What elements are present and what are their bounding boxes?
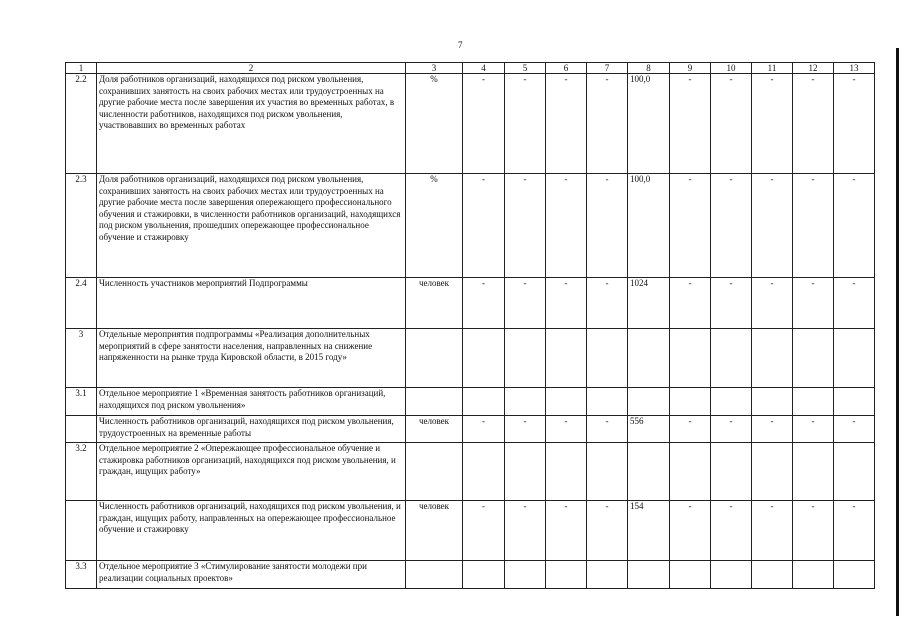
value-cell: [587, 561, 628, 589]
value-cell: -: [711, 278, 752, 329]
value-cell: -: [834, 174, 875, 278]
value-cell: -: [463, 416, 505, 443]
row-number: [66, 501, 97, 561]
header-cell: 8: [628, 63, 670, 74]
value-cell: [463, 329, 505, 388]
value-cell: [463, 561, 505, 589]
header-cell: 9: [670, 63, 711, 74]
value-cell: [793, 561, 834, 589]
value-cell: -: [463, 74, 505, 174]
unit-cell: %: [406, 174, 463, 278]
table-row: [66, 388, 875, 416]
page-number: 7: [458, 40, 463, 50]
value-cell: [587, 443, 628, 501]
indicator-name: Отдельное мероприятие 3 «Стимулирование занятости молодежи при реализации социальных проектов»: [97, 561, 406, 589]
value-cell: 100,0: [628, 174, 670, 278]
value-cell: -: [670, 174, 711, 278]
value-cell: 100,0: [628, 74, 670, 174]
value-cell: -: [546, 174, 587, 278]
unit-cell: %: [406, 74, 463, 174]
value-cell: [505, 388, 546, 416]
table-row: [66, 501, 875, 561]
value-cell: [505, 443, 546, 501]
value-cell: [587, 388, 628, 416]
indicator-name: Отдельные мероприятия подпрограммы «Реализация дополнительных мероприятий в сфере занятости населения, направленных на снижение напряженности на рынке труда Кировской области, в 2015 году»: [97, 329, 406, 388]
table-row: [66, 416, 875, 443]
value-cell: [628, 443, 670, 501]
unit-cell: [406, 329, 463, 388]
value-cell: [505, 329, 546, 388]
value-cell: -: [463, 501, 505, 561]
table-row: [66, 174, 875, 278]
row-number: 2.2: [66, 74, 97, 174]
indicator-name: Численность работников организаций, находящихся под риском увольнения, и граждан, ищущих работу, направленных на опережающее профессиональное обучение и стажировку: [97, 501, 406, 561]
indicator-name: Доля работников организаций, находящихся под риском увольнения, сохранивших занятость на своих рабочих местах или трудоустроенных на другие рабочие места после завершения опережающего профессионального обучения и стажировки, в численности работников организаций, находящихся под риском увольнения, прошедших опережающее профессиональное обучение и стажировку: [97, 174, 406, 278]
value-cell: -: [711, 174, 752, 278]
value-cell: 556: [628, 416, 670, 443]
row-number: 3: [66, 329, 97, 388]
value-cell: -: [587, 174, 628, 278]
value-cell: [670, 329, 711, 388]
indicators-table: [65, 62, 875, 589]
unit-cell: человек: [406, 501, 463, 561]
value-cell: [793, 443, 834, 501]
value-cell: -: [587, 278, 628, 329]
value-cell: [752, 388, 793, 416]
header-cell: 12: [793, 63, 834, 74]
value-cell: -: [793, 74, 834, 174]
value-cell: -: [793, 174, 834, 278]
value-cell: -: [546, 74, 587, 174]
indicator-name: Численность участников мероприятий Подпрограммы: [97, 278, 406, 329]
unit-cell: [406, 443, 463, 501]
value-cell: -: [546, 278, 587, 329]
value-cell: -: [463, 278, 505, 329]
row-number: 3.2: [66, 443, 97, 501]
indicator-name: Численность работников организаций, находящихся под риском увольнения, трудоустроенных на временные работы: [97, 416, 406, 443]
value-cell: [834, 443, 875, 501]
value-cell: -: [463, 174, 505, 278]
table-row: [66, 74, 875, 174]
value-cell: [546, 329, 587, 388]
value-cell: -: [834, 74, 875, 174]
value-cell: -: [670, 74, 711, 174]
value-cell: [670, 561, 711, 589]
value-cell: 1024: [628, 278, 670, 329]
table-row: [66, 561, 875, 589]
value-cell: -: [752, 501, 793, 561]
value-cell: -: [752, 278, 793, 329]
scan-edge-line: [896, 48, 899, 616]
value-cell: -: [670, 501, 711, 561]
value-cell: -: [587, 416, 628, 443]
header-cell: 4: [463, 63, 505, 74]
header-cell: 6: [546, 63, 587, 74]
value-cell: -: [793, 501, 834, 561]
row-number: 2.4: [66, 278, 97, 329]
value-cell: -: [834, 278, 875, 329]
value-cell: -: [505, 278, 546, 329]
value-cell: -: [711, 74, 752, 174]
header-cell: 1: [66, 63, 97, 74]
header-cell: 11: [752, 63, 793, 74]
value-cell: -: [793, 416, 834, 443]
value-cell: [711, 561, 752, 589]
unit-cell: человек: [406, 278, 463, 329]
value-cell: [546, 443, 587, 501]
value-cell: [628, 329, 670, 388]
value-cell: -: [546, 416, 587, 443]
value-cell: [711, 329, 752, 388]
value-cell: [752, 443, 793, 501]
value-cell: -: [752, 174, 793, 278]
table-row: [66, 278, 875, 329]
value-cell: [628, 388, 670, 416]
row-number: [66, 416, 97, 443]
value-cell: [505, 561, 546, 589]
value-cell: [834, 329, 875, 388]
row-number: 2.3: [66, 174, 97, 278]
value-cell: [670, 388, 711, 416]
header-cell: 2: [97, 63, 406, 74]
value-cell: -: [505, 416, 546, 443]
table-row: [66, 443, 875, 501]
value-cell: [546, 561, 587, 589]
row-number: 3.3: [66, 561, 97, 589]
value-cell: [752, 329, 793, 388]
value-cell: -: [587, 501, 628, 561]
value-cell: -: [834, 501, 875, 561]
value-cell: [463, 443, 505, 501]
value-cell: -: [505, 74, 546, 174]
value-cell: [587, 329, 628, 388]
indicator-name: Отдельное мероприятие 1 «Временная занятость работников организаций, находящихся под риском увольнения»: [97, 388, 406, 416]
indicator-name: Доля работников организаций, находящихся под риском увольнения, сохранивших занятость на своих рабочих местах или трудоустроенных на другие рабочие места после завершения их участия во временных работах, в численности работников, находящихся под риском увольнения, участвовавших во временных работах: [97, 74, 406, 174]
value-cell: -: [793, 278, 834, 329]
value-cell: [834, 388, 875, 416]
row-number: 3.1: [66, 388, 97, 416]
value-cell: [793, 388, 834, 416]
header-cell: 7: [587, 63, 628, 74]
value-cell: -: [505, 501, 546, 561]
value-cell: [793, 329, 834, 388]
value-cell: [711, 443, 752, 501]
value-cell: -: [546, 501, 587, 561]
value-cell: -: [670, 416, 711, 443]
value-cell: -: [834, 416, 875, 443]
value-cell: [628, 561, 670, 589]
unit-cell: [406, 561, 463, 589]
value-cell: -: [752, 74, 793, 174]
value-cell: [711, 388, 752, 416]
value-cell: -: [711, 501, 752, 561]
value-cell: [670, 443, 711, 501]
header-cell: 10: [711, 63, 752, 74]
value-cell: -: [711, 416, 752, 443]
value-cell: -: [670, 278, 711, 329]
table-row: [66, 329, 875, 388]
header-cell: 13: [834, 63, 875, 74]
header-cell: 3: [406, 63, 463, 74]
value-cell: [834, 561, 875, 589]
unit-cell: [406, 388, 463, 416]
header-cell: 5: [505, 63, 546, 74]
value-cell: -: [505, 174, 546, 278]
header-row: [66, 63, 875, 74]
value-cell: [463, 388, 505, 416]
value-cell: [546, 388, 587, 416]
value-cell: [752, 561, 793, 589]
value-cell: 154: [628, 501, 670, 561]
unit-cell: человек: [406, 416, 463, 443]
indicator-name: Отдельное мероприятие 2 «Опережающее профессиональное обучение и стажировка работников организаций, находящихся под риском увольнения, и граждан, ищущих работу»: [97, 443, 406, 501]
value-cell: -: [752, 416, 793, 443]
value-cell: -: [587, 74, 628, 174]
